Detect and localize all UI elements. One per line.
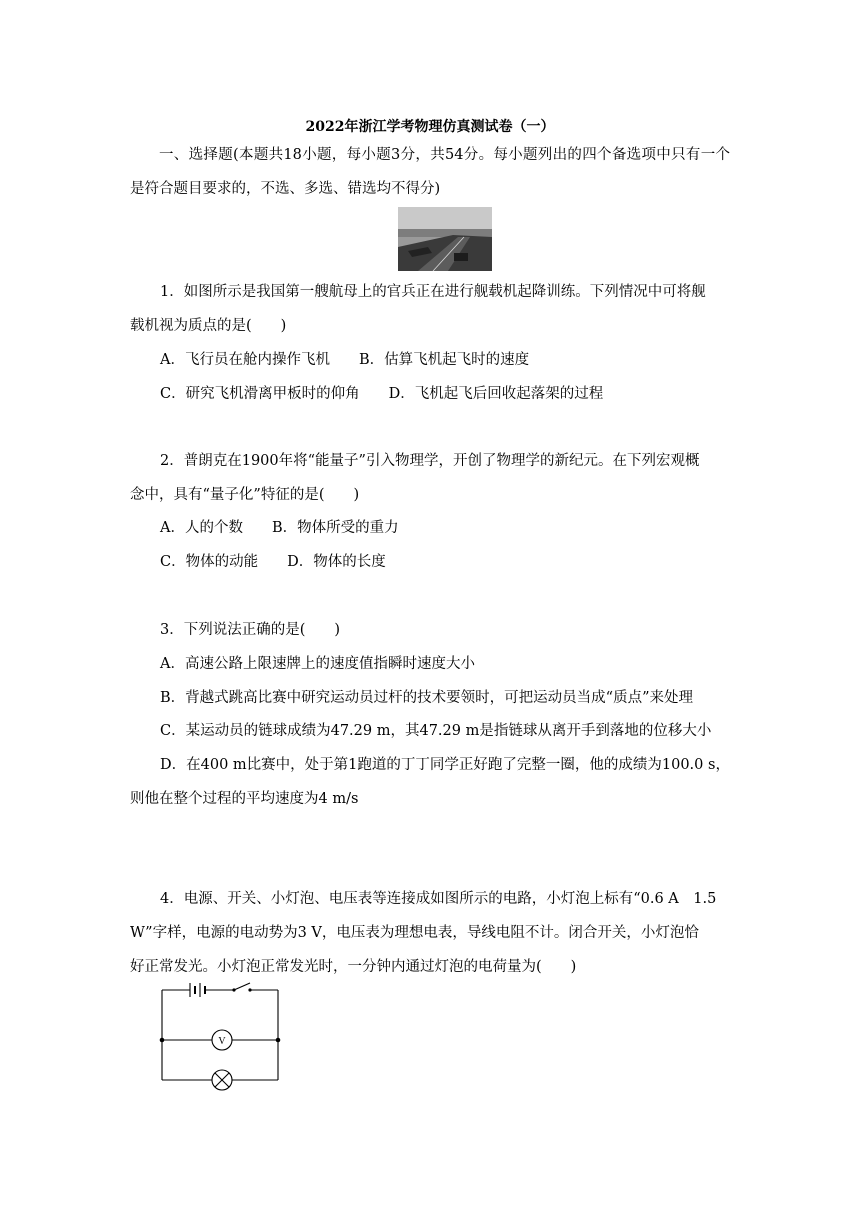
voltmeter-label: V — [218, 1036, 226, 1047]
q4-stem-line2: W”字样，电源的电动势为3 V，电压表为理想电表，导线电阻不计。闭合开关，小灯泡恰 — [130, 925, 699, 941]
q2-stem-line1: 2．普朗克在1900年将“能量子”引入物理学，开创了物理学的新纪元。在下列宏观概 — [160, 453, 700, 469]
q3-option-b: B．背越式跳高比赛中研究运动员过杆的技术要领时，可把运动员当成“质点”来处理 — [160, 690, 693, 706]
q2-options-cd: C．物体的动能 D．物体的长度 — [160, 554, 386, 570]
q1-stem-line1: 1．如图所示是我国第一艘航母上的官兵正在进行舰载机起降训练。下列情况中可将舰 — [160, 284, 706, 300]
exam-title: 2022年浙江学考物理仿真测试卷（一） — [305, 119, 555, 135]
q2-stem-line2: 念中，具有“量子化”特征的是( ) — [130, 487, 360, 503]
q3-option-d-line2: 则他在整个过程的平均速度为4 m/s — [130, 791, 359, 807]
q4-stem-line1: 4．电源、开关、小灯泡、电压表等连接成如图所示的电路，小灯泡上标有“0.6 A 1.5 — [160, 891, 717, 907]
circuit-diagram — [150, 980, 290, 1099]
q2-options-ab: A．人的个数 B．物体所受的重力 — [160, 520, 399, 536]
q1-options-ab: A．飞行员在舱内操作飞机 B．估算飞机起飞时的速度 — [160, 352, 530, 368]
q3-option-a: A．高速公路上限速牌上的速度值指瞬时速度大小 — [160, 656, 475, 672]
q1-stem-line2: 载机视为质点的是( ) — [130, 318, 287, 334]
voltmeter — [212, 1030, 232, 1050]
q3-option-d-line1: D．在400 m比赛中，处于第1跑道的丁丁同学正好跑了完整一圈，他的成绩为100.0 s， — [160, 757, 730, 773]
q3-option-c: C．某运动员的链球成绩为47.29 m，其47.29 m是指链球从离开手到落地的位移大小 — [160, 723, 712, 739]
q4-stem-line3: 好正常发光。小灯泡正常发光时，一分钟内通过灯泡的电荷量为( ) — [130, 959, 577, 975]
q3-stem: 3．下列说法正确的是( ) — [160, 622, 341, 638]
section-intro: 一、选择题(本题共18小题，每小题3分，共54分。每小题列出的四个备选项中只有一个是符合题目要求的，不选、多选、错选均不得分) — [130, 147, 730, 197]
carrier-photo — [398, 207, 492, 271]
q1-options-cd: C．研究飞机滑离甲板时的仰角 D．飞机起飞后回收起落架的过程 — [160, 386, 604, 402]
